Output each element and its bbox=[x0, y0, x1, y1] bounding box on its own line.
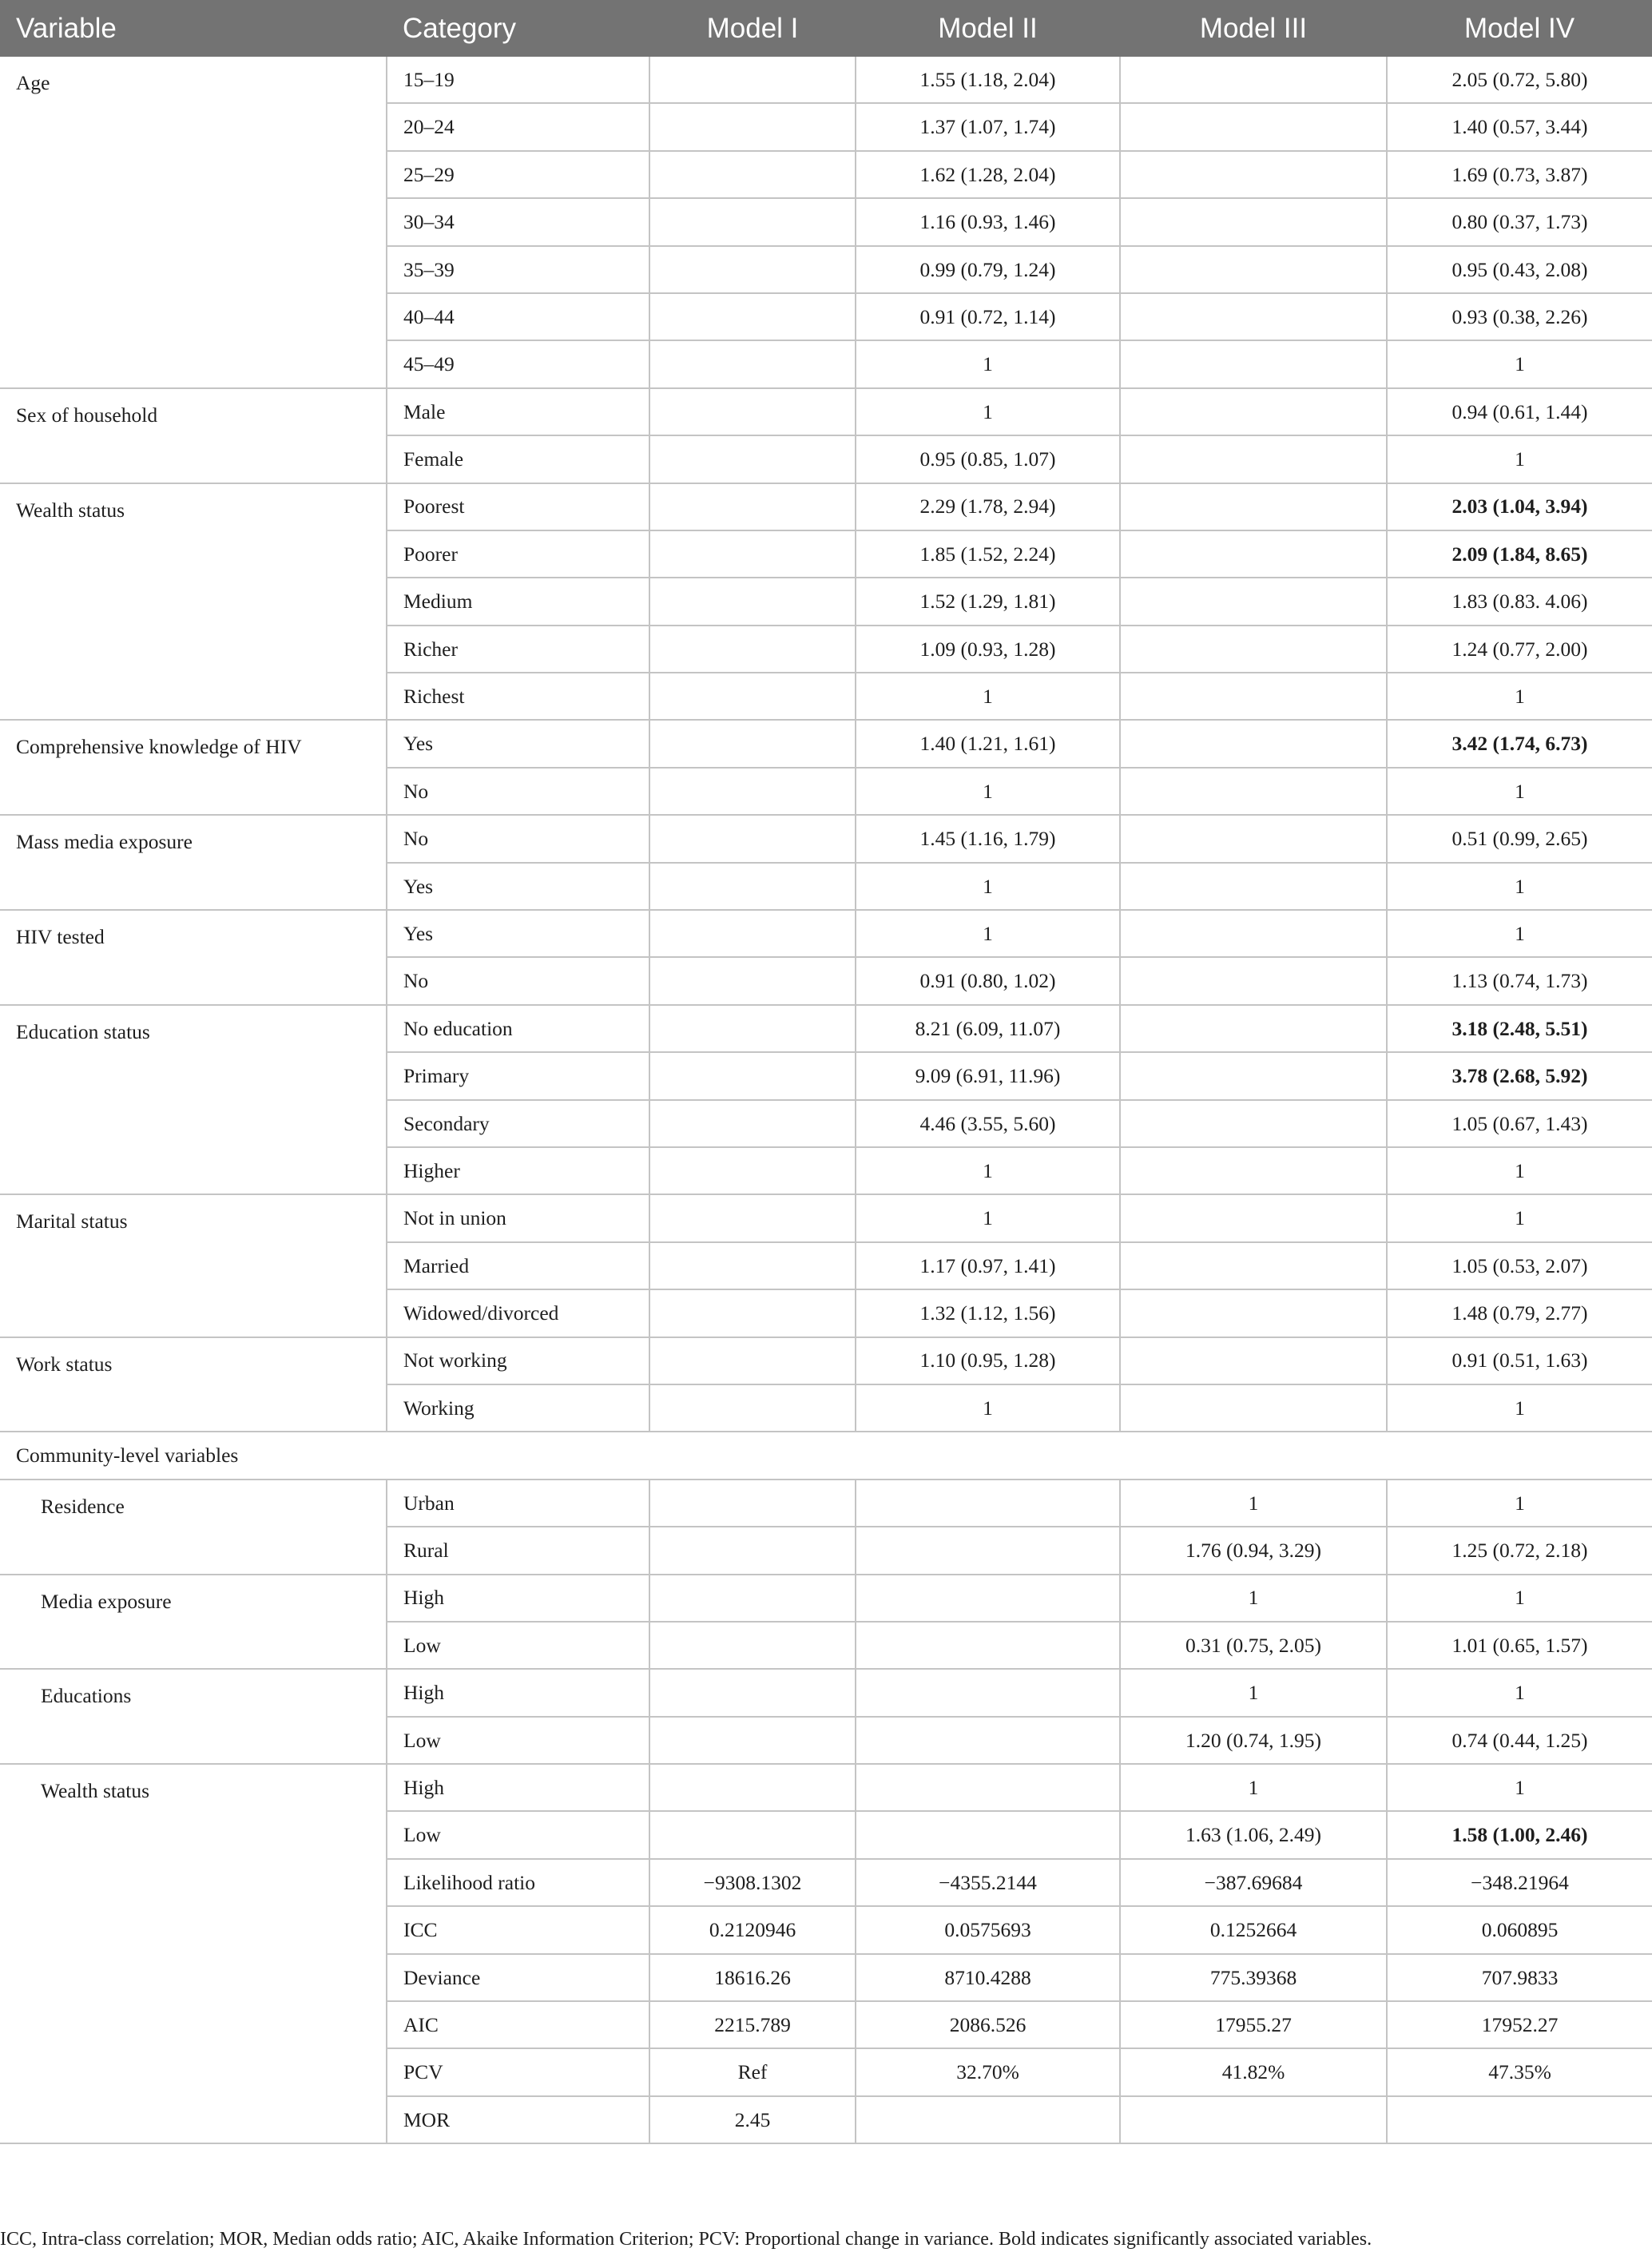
model-1-cell bbox=[649, 1669, 856, 1716]
model-1-cell: 2215.789 bbox=[649, 2001, 856, 2048]
model-4-cell: 1 bbox=[1387, 1480, 1652, 1527]
model-1-cell bbox=[649, 151, 856, 198]
model-3-cell bbox=[1120, 1052, 1387, 1099]
model-4-cell: 1 bbox=[1387, 673, 1652, 720]
model-4-cell: 3.78 (2.68, 5.92) bbox=[1387, 1052, 1652, 1099]
model-2-cell: 0.91 (0.72, 1.14) bbox=[856, 293, 1120, 340]
category-cell: High bbox=[387, 1669, 649, 1716]
variable-cell: HIV tested bbox=[0, 910, 387, 1005]
category-cell: 35–39 bbox=[387, 246, 649, 293]
model-1-cell bbox=[649, 1242, 856, 1289]
model-4-cell: 1 bbox=[1387, 1384, 1652, 1432]
model-2-cell: 1.16 (0.93, 1.46) bbox=[856, 198, 1120, 245]
model-2-cell: 0.99 (0.79, 1.24) bbox=[856, 246, 1120, 293]
model-4-cell: 1.13 (0.74, 1.73) bbox=[1387, 957, 1652, 1004]
model-2-cell: 1 bbox=[856, 1194, 1120, 1241]
category-cell: Working bbox=[387, 1384, 649, 1432]
model-3-cell bbox=[1120, 1242, 1387, 1289]
category-cell: Medium bbox=[387, 578, 649, 625]
model-4-cell: 1 bbox=[1387, 340, 1652, 387]
model-1-cell: 0.2120946 bbox=[649, 1906, 856, 1953]
model-2-cell: 1 bbox=[856, 910, 1120, 957]
model-4-cell: 3.18 (2.48, 5.51) bbox=[1387, 1005, 1652, 1052]
model-2-cell bbox=[856, 2096, 1120, 2143]
model-2-cell bbox=[856, 1575, 1120, 1622]
model-3-cell bbox=[1120, 1289, 1387, 1337]
model-2-cell: 9.09 (6.91, 11.96) bbox=[856, 1052, 1120, 1099]
model-1-cell bbox=[649, 1147, 856, 1194]
category-cell: Not working bbox=[387, 1337, 649, 1384]
model-1-cell: −9308.1302 bbox=[649, 1859, 856, 1906]
model-4-cell: 2.03 (1.04, 3.94) bbox=[1387, 483, 1652, 530]
table-body bbox=[0, 57, 1652, 2143]
model-2-cell: 1.55 (1.18, 2.04) bbox=[856, 57, 1120, 103]
model-4-cell: 0.93 (0.38, 2.26) bbox=[1387, 293, 1652, 340]
model-3-cell bbox=[1120, 673, 1387, 720]
model-1-cell bbox=[649, 626, 856, 673]
model-4-cell: 1.48 (0.79, 2.77) bbox=[1387, 1289, 1652, 1337]
model-2-cell: 2086.526 bbox=[856, 2001, 1120, 2048]
model-4-cell: 0.91 (0.51, 1.63) bbox=[1387, 1337, 1652, 1384]
category-cell: ICC bbox=[387, 1906, 649, 1953]
header-model-1: Model I bbox=[649, 0, 856, 57]
header-variable: Variable bbox=[0, 0, 387, 57]
model-2-cell: 8.21 (6.09, 11.07) bbox=[856, 1005, 1120, 1052]
category-cell: Yes bbox=[387, 863, 649, 910]
model-2-cell: 0.91 (0.80, 1.02) bbox=[856, 957, 1120, 1004]
table-row bbox=[0, 720, 1652, 767]
category-cell: Likelihood ratio bbox=[387, 1859, 649, 1906]
category-cell: AIC bbox=[387, 2001, 649, 2048]
model-2-cell bbox=[856, 1811, 1120, 1858]
model-3-cell bbox=[1120, 1384, 1387, 1432]
model-1-cell bbox=[649, 1289, 856, 1337]
model-4-cell: 1 bbox=[1387, 435, 1652, 483]
category-cell: 45–49 bbox=[387, 340, 649, 387]
model-2-cell: 1 bbox=[856, 863, 1120, 910]
model-2-cell: 1 bbox=[856, 673, 1120, 720]
model-1-cell bbox=[649, 483, 856, 530]
model-2-cell: 1.10 (0.95, 1.28) bbox=[856, 1337, 1120, 1384]
model-1-cell bbox=[649, 863, 856, 910]
model-3-cell: −387.69684 bbox=[1120, 1859, 1387, 1906]
category-cell: 20–24 bbox=[387, 103, 649, 150]
model-4-cell: 2.05 (0.72, 5.80) bbox=[1387, 57, 1652, 103]
model-1-cell bbox=[649, 1622, 856, 1669]
category-cell: High bbox=[387, 1764, 649, 1811]
model-2-cell: 0.0575693 bbox=[856, 1906, 1120, 1953]
model-2-cell: 8710.4288 bbox=[856, 1954, 1120, 2001]
model-3-cell bbox=[1120, 720, 1387, 767]
model-4-cell: 1.24 (0.77, 2.00) bbox=[1387, 626, 1652, 673]
category-cell: Low bbox=[387, 1811, 649, 1858]
table-row bbox=[0, 815, 1652, 862]
model-4-cell: 0.94 (0.61, 1.44) bbox=[1387, 388, 1652, 435]
model-2-cell bbox=[856, 1669, 1120, 1716]
variable-cell: Age bbox=[0, 57, 387, 388]
model-1-cell bbox=[649, 1005, 856, 1052]
model-1-cell bbox=[649, 1100, 856, 1147]
model-1-cell bbox=[649, 57, 856, 103]
model-3-cell bbox=[1120, 2096, 1387, 2143]
category-cell: Yes bbox=[387, 910, 649, 957]
model-2-cell: 1 bbox=[856, 388, 1120, 435]
variable-cell: Comprehensive knowledge of HIV bbox=[0, 720, 387, 815]
category-cell: No education bbox=[387, 1005, 649, 1052]
model-3-cell bbox=[1120, 483, 1387, 530]
table-row bbox=[0, 1005, 1652, 1052]
model-4-cell: 1.83 (0.83. 4.06) bbox=[1387, 578, 1652, 625]
model-1-cell bbox=[649, 435, 856, 483]
header-model-2: Model II bbox=[856, 0, 1120, 57]
table-row bbox=[0, 910, 1652, 957]
model-4-cell: 1 bbox=[1387, 1764, 1652, 1811]
model-3-cell bbox=[1120, 246, 1387, 293]
model-1-cell bbox=[649, 1480, 856, 1527]
category-cell: Male bbox=[387, 388, 649, 435]
model-1-cell bbox=[649, 246, 856, 293]
model-3-cell: 0.1252664 bbox=[1120, 1906, 1387, 1953]
category-cell: Secondary bbox=[387, 1100, 649, 1147]
model-2-cell bbox=[856, 1527, 1120, 1574]
category-cell: Low bbox=[387, 1622, 649, 1669]
category-cell: Poorest bbox=[387, 483, 649, 530]
table-row bbox=[0, 57, 1652, 103]
model-4-cell: 3.42 (1.74, 6.73) bbox=[1387, 720, 1652, 767]
model-3-cell: 1 bbox=[1120, 1669, 1387, 1716]
model-2-cell bbox=[856, 1764, 1120, 1811]
model-2-cell: 1.37 (1.07, 1.74) bbox=[856, 103, 1120, 150]
model-1-cell bbox=[649, 340, 856, 387]
model-2-cell: 1 bbox=[856, 1147, 1120, 1194]
model-4-cell: 1.58 (1.00, 2.46) bbox=[1387, 1811, 1652, 1858]
category-cell: Married bbox=[387, 1242, 649, 1289]
model-1-cell bbox=[649, 578, 856, 625]
model-4-cell: 17952.27 bbox=[1387, 2001, 1652, 2048]
model-3-cell bbox=[1120, 388, 1387, 435]
model-3-cell: 0.31 (0.75, 2.05) bbox=[1120, 1622, 1387, 1669]
model-1-cell bbox=[649, 103, 856, 150]
model-1-cell bbox=[649, 957, 856, 1004]
category-cell: 25–29 bbox=[387, 151, 649, 198]
model-2-cell bbox=[856, 1622, 1120, 1669]
model-2-cell: 1 bbox=[856, 768, 1120, 815]
model-4-cell: 0.060895 bbox=[1387, 1906, 1652, 1953]
variable-cell: Wealth status bbox=[0, 1764, 387, 2143]
variable-cell: Work status bbox=[0, 1337, 387, 1432]
model-3-cell bbox=[1120, 57, 1387, 103]
model-1-cell: 2.45 bbox=[649, 2096, 856, 2143]
model-2-cell: 4.46 (3.55, 5.60) bbox=[856, 1100, 1120, 1147]
model-4-cell bbox=[1387, 2096, 1652, 2143]
model-3-cell: 1 bbox=[1120, 1764, 1387, 1811]
model-1-cell bbox=[649, 1527, 856, 1574]
model-4-cell: 0.51 (0.99, 2.65) bbox=[1387, 815, 1652, 862]
model-1-cell bbox=[649, 1194, 856, 1241]
category-cell: No bbox=[387, 957, 649, 1004]
model-3-cell bbox=[1120, 1337, 1387, 1384]
model-1-cell bbox=[649, 198, 856, 245]
model-4-cell: 1.25 (0.72, 2.18) bbox=[1387, 1527, 1652, 1574]
model-4-cell: 2.09 (1.84, 8.65) bbox=[1387, 530, 1652, 578]
model-1-cell bbox=[649, 1384, 856, 1432]
model-3-cell: 1.76 (0.94, 3.29) bbox=[1120, 1527, 1387, 1574]
model-2-cell: 1.40 (1.21, 1.61) bbox=[856, 720, 1120, 767]
model-3-cell: 1 bbox=[1120, 1480, 1387, 1527]
model-4-cell: 1 bbox=[1387, 768, 1652, 815]
category-cell: Richer bbox=[387, 626, 649, 673]
model-3-cell bbox=[1120, 151, 1387, 198]
model-4-cell: 1.05 (0.53, 2.07) bbox=[1387, 1242, 1652, 1289]
table-header-row bbox=[0, 0, 1652, 57]
category-cell: Not in union bbox=[387, 1194, 649, 1241]
table-row bbox=[0, 1764, 1652, 1811]
category-cell: 30–34 bbox=[387, 198, 649, 245]
model-3-cell bbox=[1120, 1147, 1387, 1194]
variable-cell: Wealth status bbox=[0, 483, 387, 721]
model-1-cell bbox=[649, 1764, 856, 1811]
header-model-3: Model III bbox=[1120, 0, 1387, 57]
model-2-cell: 0.95 (0.85, 1.07) bbox=[856, 435, 1120, 483]
category-cell: 15–19 bbox=[387, 57, 649, 103]
model-3-cell bbox=[1120, 530, 1387, 578]
model-3-cell bbox=[1120, 1194, 1387, 1241]
category-cell: High bbox=[387, 1575, 649, 1622]
model-3-cell bbox=[1120, 198, 1387, 245]
model-2-cell: 1.45 (1.16, 1.79) bbox=[856, 815, 1120, 862]
model-3-cell bbox=[1120, 578, 1387, 625]
model-3-cell bbox=[1120, 863, 1387, 910]
model-3-cell: 1.20 (0.74, 1.95) bbox=[1120, 1717, 1387, 1764]
variable-cell: Sex of household bbox=[0, 388, 387, 483]
model-2-cell bbox=[856, 1480, 1120, 1527]
category-cell: Low bbox=[387, 1717, 649, 1764]
model-1-cell bbox=[649, 1575, 856, 1622]
model-1-cell bbox=[649, 673, 856, 720]
model-3-cell bbox=[1120, 957, 1387, 1004]
model-3-cell bbox=[1120, 815, 1387, 862]
model-1-cell bbox=[649, 1337, 856, 1384]
model-4-cell: 1.69 (0.73, 3.87) bbox=[1387, 151, 1652, 198]
header-category: Category bbox=[387, 0, 649, 57]
variable-cell: Educations bbox=[0, 1669, 387, 1764]
model-4-cell: 0.74 (0.44, 1.25) bbox=[1387, 1717, 1652, 1764]
variable-cell: Residence bbox=[0, 1480, 387, 1575]
model-1-cell bbox=[649, 1717, 856, 1764]
model-1-cell: 18616.26 bbox=[649, 1954, 856, 2001]
model-3-cell bbox=[1120, 1100, 1387, 1147]
category-cell: 40–44 bbox=[387, 293, 649, 340]
model-2-cell: 2.29 (1.78, 2.94) bbox=[856, 483, 1120, 530]
category-cell: Widowed/divorced bbox=[387, 1289, 649, 1337]
model-3-cell bbox=[1120, 768, 1387, 815]
category-cell: Poorer bbox=[387, 530, 649, 578]
category-cell: Richest bbox=[387, 673, 649, 720]
model-2-cell: 1.52 (1.29, 1.81) bbox=[856, 578, 1120, 625]
model-4-cell: 1 bbox=[1387, 1669, 1652, 1716]
model-2-cell: 1.17 (0.97, 1.41) bbox=[856, 1242, 1120, 1289]
model-4-cell: 1 bbox=[1387, 1194, 1652, 1241]
model-4-cell: 1 bbox=[1387, 910, 1652, 957]
model-1-cell bbox=[649, 388, 856, 435]
category-cell: PCV bbox=[387, 2048, 649, 2095]
model-1-cell bbox=[649, 1811, 856, 1858]
table-row bbox=[0, 1669, 1652, 1716]
model-3-cell bbox=[1120, 626, 1387, 673]
model-4-cell: −348.21964 bbox=[1387, 1859, 1652, 1906]
model-3-cell bbox=[1120, 103, 1387, 150]
table-row bbox=[0, 388, 1652, 435]
model-2-cell: 32.70% bbox=[856, 2048, 1120, 2095]
model-2-cell: 1 bbox=[856, 340, 1120, 387]
model-3-cell bbox=[1120, 1005, 1387, 1052]
model-2-cell: 1.62 (1.28, 2.04) bbox=[856, 151, 1120, 198]
model-4-cell: 1.40 (0.57, 3.44) bbox=[1387, 103, 1652, 150]
table-footnote: ICC, Intra-class correlation; MOR, Median odds ratio; AIC, Akaike Information Criterion; PCV: Proportional change in variance. Bold indicates significantly associated variables. bbox=[0, 2229, 1372, 2250]
model-1-cell bbox=[649, 815, 856, 862]
model-4-cell: 1 bbox=[1387, 863, 1652, 910]
table-row bbox=[0, 1337, 1652, 1384]
model-2-cell: −4355.2144 bbox=[856, 1859, 1120, 1906]
model-4-cell: 1.05 (0.67, 1.43) bbox=[1387, 1100, 1652, 1147]
variable-cell: Marital status bbox=[0, 1194, 387, 1337]
model-1-cell bbox=[649, 768, 856, 815]
model-2-cell: 1 bbox=[856, 1384, 1120, 1432]
table-row bbox=[0, 1480, 1652, 1527]
category-cell: No bbox=[387, 815, 649, 862]
model-4-cell: 1 bbox=[1387, 1147, 1652, 1194]
model-3-cell: 1.63 (1.06, 2.49) bbox=[1120, 1811, 1387, 1858]
model-1-cell bbox=[649, 293, 856, 340]
category-cell: Yes bbox=[387, 720, 649, 767]
category-cell: Higher bbox=[387, 1147, 649, 1194]
category-cell: No bbox=[387, 768, 649, 815]
model-3-cell: 775.39368 bbox=[1120, 1954, 1387, 2001]
model-2-cell: 1.09 (0.93, 1.28) bbox=[856, 626, 1120, 673]
model-3-cell bbox=[1120, 910, 1387, 957]
category-cell: Urban bbox=[387, 1480, 649, 1527]
table-row bbox=[0, 483, 1652, 530]
model-3-cell bbox=[1120, 435, 1387, 483]
model-2-cell: 1.85 (1.52, 2.24) bbox=[856, 530, 1120, 578]
model-1-cell bbox=[649, 910, 856, 957]
category-cell: Rural bbox=[387, 1527, 649, 1574]
model-2-cell bbox=[856, 1717, 1120, 1764]
model-4-cell: 707.9833 bbox=[1387, 1954, 1652, 2001]
category-cell: Deviance bbox=[387, 1954, 649, 2001]
table-row bbox=[0, 1194, 1652, 1241]
model-4-cell: 1 bbox=[1387, 1575, 1652, 1622]
variable-cell: Mass media exposure bbox=[0, 815, 387, 910]
table-row bbox=[0, 1575, 1652, 1622]
model-3-cell: 1 bbox=[1120, 1575, 1387, 1622]
model-3-cell bbox=[1120, 340, 1387, 387]
category-cell: Female bbox=[387, 435, 649, 483]
header-model-4: Model IV bbox=[1387, 0, 1652, 57]
model-2-cell: 1.32 (1.12, 1.56) bbox=[856, 1289, 1120, 1337]
model-4-cell: 1.01 (0.65, 1.57) bbox=[1387, 1622, 1652, 1669]
variable-cell: Media exposure bbox=[0, 1575, 387, 1670]
model-3-cell bbox=[1120, 293, 1387, 340]
model-1-cell bbox=[649, 530, 856, 578]
model-4-cell: 0.80 (0.37, 1.73) bbox=[1387, 198, 1652, 245]
model-1-cell bbox=[649, 720, 856, 767]
model-4-cell: 0.95 (0.43, 2.08) bbox=[1387, 246, 1652, 293]
model-3-cell: 41.82% bbox=[1120, 2048, 1387, 2095]
category-cell: Primary bbox=[387, 1052, 649, 1099]
category-cell: MOR bbox=[387, 2096, 649, 2143]
model-3-cell: 17955.27 bbox=[1120, 2001, 1387, 2048]
variable-cell: Education status bbox=[0, 1005, 387, 1195]
model-1-cell: Ref bbox=[649, 2048, 856, 2095]
section-label: Community-level variables bbox=[0, 1432, 1652, 1479]
model-1-cell bbox=[649, 1052, 856, 1099]
section-row bbox=[0, 1432, 1652, 1479]
model-4-cell: 47.35% bbox=[1387, 2048, 1652, 2095]
